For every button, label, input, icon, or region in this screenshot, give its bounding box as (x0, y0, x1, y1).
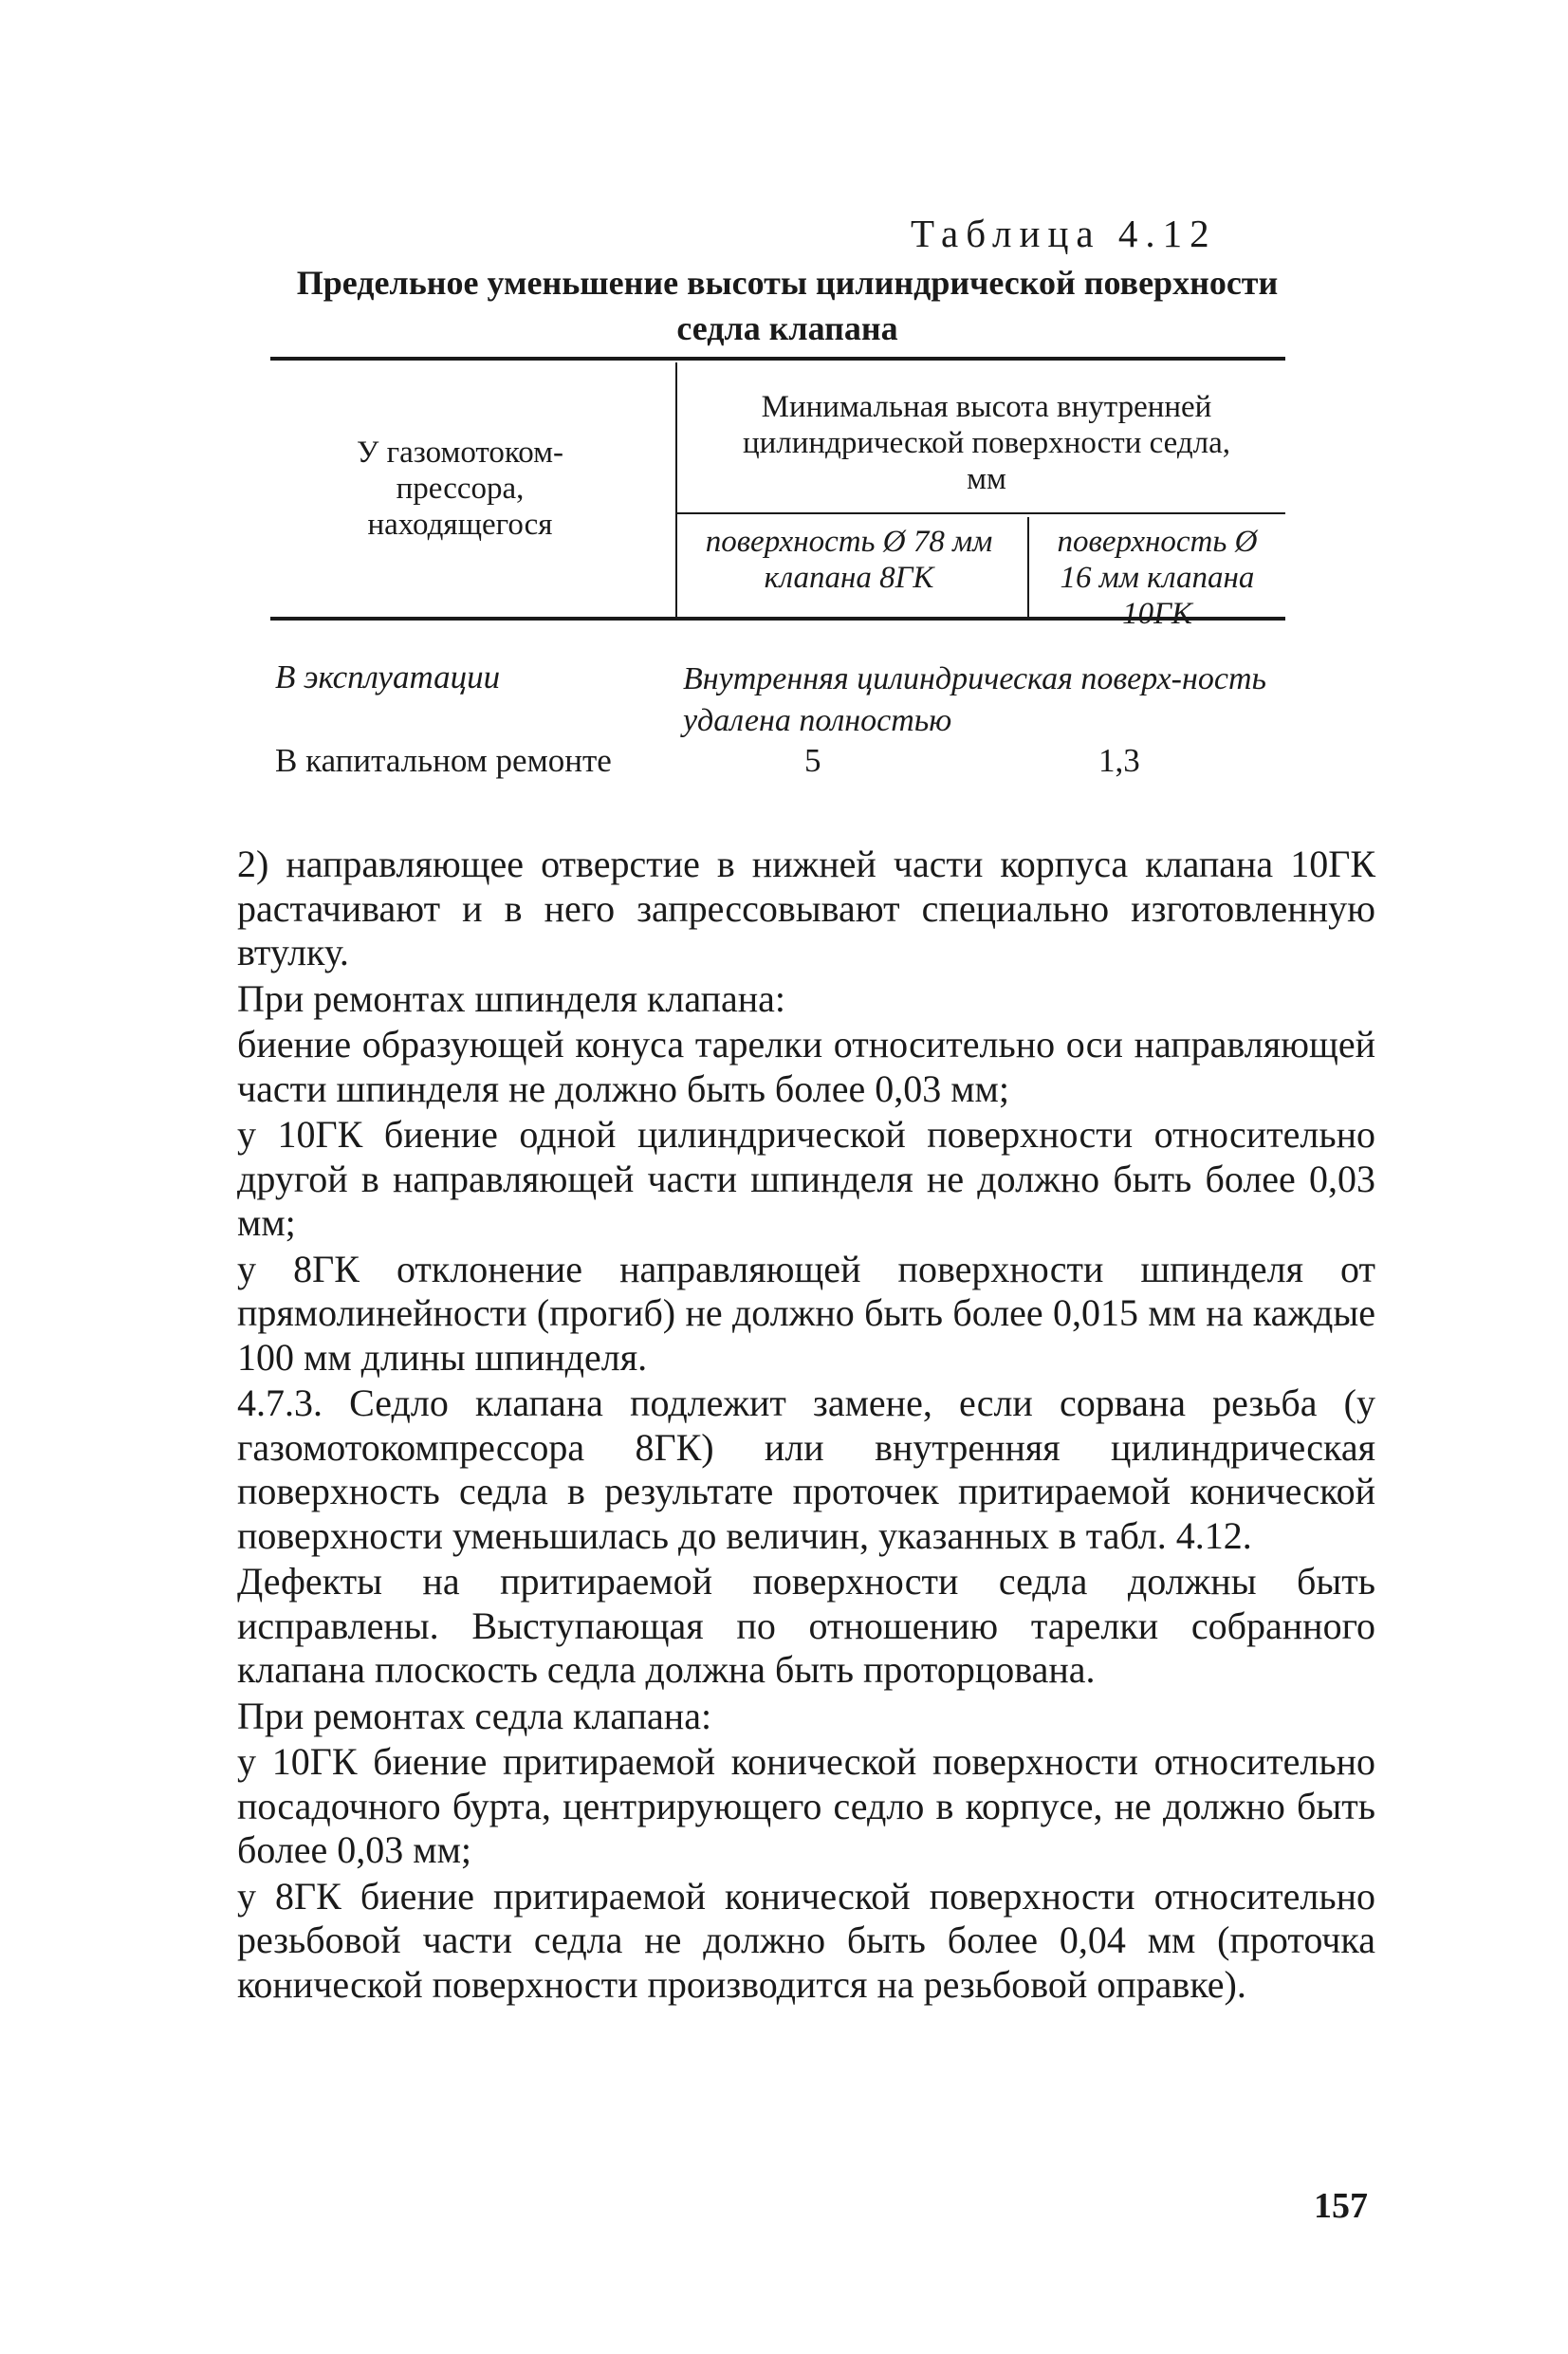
table-top-rule (270, 357, 1285, 361)
paragraph: у 10ГК биение одной цилиндрической поверхности относительно другой в направляющей части шпинделя не должно быть более 0,03 мм; (237, 1113, 1375, 1244)
row-overhaul-value-8gk: 5 (804, 742, 821, 779)
row-overhaul-value-10gk: 1,3 (1098, 742, 1140, 779)
paragraph: При ремонтах седла клапана: (237, 1694, 712, 1737)
table-label: Таблица 4.12 (911, 212, 1217, 255)
paragraph: у 8ГК биение притираемой конической поверхности относительно резьбовой части седла не должно быть более 0,04 мм (проточка конической поверхности производится на резьбовой оправке). (237, 1874, 1375, 2006)
table-column-divider (675, 362, 677, 617)
table-subheader-rule (676, 512, 1285, 514)
paragraph: При ремонтах шпинделя клапана: (237, 976, 786, 1020)
paragraph: Дефекты на притираемой поверхности седла должны быть исправлены. Выступающая по отношению тарелки собранного клапана плоскость седла должна быть проторцована. (237, 1560, 1375, 1691)
header-compressor-state: У газомотоком-прессора, находящегося (356, 436, 564, 542)
body-text (237, 843, 1375, 2009)
page-number: 157 (1314, 2186, 1368, 2226)
paragraph: 2) направляющее отверстие в нижней части корпуса клапана 10ГК растачивают и в него запрессовывают специально изготовленную втулку. (237, 843, 1375, 973)
row-label-operation: В эксплуатации (275, 658, 501, 695)
paragraph: у 10ГК биение притираемой конической поверхности относительно посадочного бурта, центрирующего седло в корпусе, не должно быть более 0,03 мм; (237, 1740, 1375, 1871)
row-label-overhaul: В капитальном ремонте (275, 742, 612, 779)
header-min-height: Минимальная высота внутренней цилиндрической поверхности седла, мм (742, 390, 1231, 496)
header-8gk: поверхность Ø 78 мм клапана 8ГК (705, 525, 993, 595)
table-subcolumn-divider (1027, 517, 1029, 617)
paragraph: 4.7.3. Седло клапана подлежит замене, если сорвана резьба (у газомотокомпрессора 8ГК) или внутренняя цилиндрическая поверхность седла в результате проточек притираемой конической поверхности уменьшилась до величин, указанных в табл. 4.12. (237, 1381, 1375, 1557)
header-10gk: поверхность Ø 16 мм клапана 10ГК (1057, 525, 1258, 631)
paragraph: биение образующей конуса тарелки относительно оси направляющей части шпинделя не должно быть более 0,03 мм; (237, 1023, 1375, 1110)
table-caption: Предельное уменьшение высоты цилиндрической поверхности седла клапана (296, 264, 1279, 347)
paragraph: у 8ГК отклонение направляющей поверхности шпинделя от прямолинейности (прогиб) не должно быть более 0,015 мм на каждые 100 мм длины шпинделя. (237, 1247, 1375, 1379)
row-operation-value: Внутренняя цилиндрическая поверх-ность удалена полностью (683, 661, 1266, 738)
